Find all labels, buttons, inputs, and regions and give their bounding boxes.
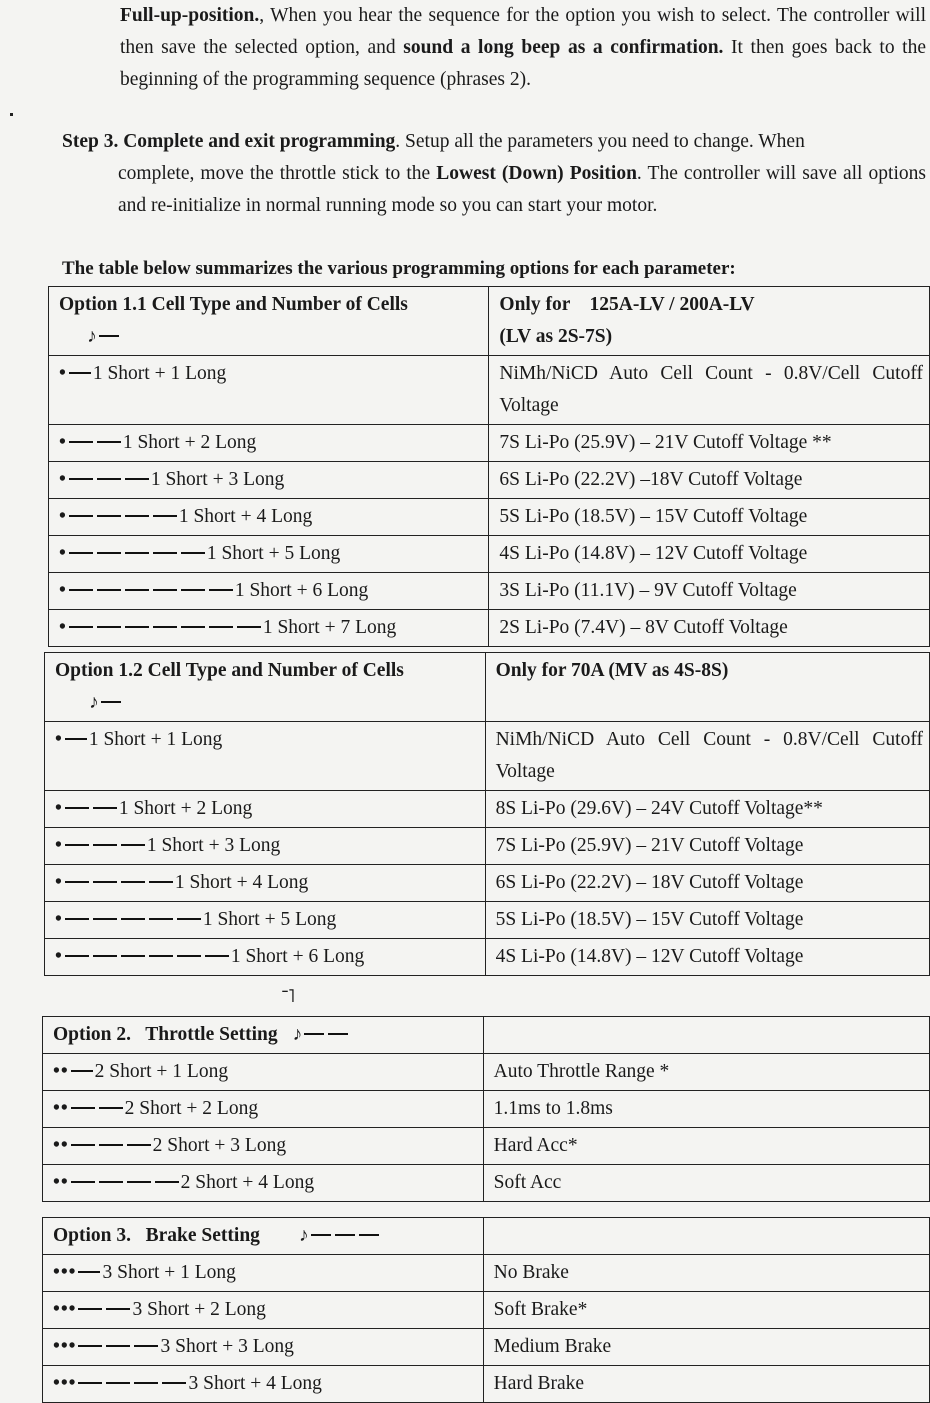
- sequence-label: 2 Short + 3 Long: [152, 1135, 287, 1156]
- table-row: [45, 939, 930, 976]
- sequence-cell: [45, 791, 486, 828]
- table-row: [43, 1128, 930, 1165]
- stray-dot: [10, 113, 13, 116]
- beep-sequence-icon: •••: [53, 1262, 102, 1283]
- summary-heading: The table below summarizes the various programming options for each parameter:: [62, 258, 736, 279]
- table-row: [49, 573, 930, 610]
- option-value: 6S Li-Po (22.2V) – 18V Cutoff Voltage: [495, 872, 804, 893]
- sequence-label: 1 Short + 3 Long: [150, 469, 285, 490]
- option-value: NiMh/NiCD Auto Cell Count - 0.8V/Cell Cutoff Voltage: [499, 363, 923, 416]
- table-row: [43, 1091, 930, 1128]
- option-1-2-title-cell: [45, 653, 486, 722]
- beep-sequence-icon: •••: [53, 1373, 188, 1394]
- sequence-cell: [49, 462, 489, 499]
- beep-sequence-icon: •: [55, 872, 175, 893]
- beep-sequence-icon: ••: [53, 1061, 95, 1082]
- option-title: Option 2. Throttle Setting: [53, 1024, 278, 1045]
- sequence-label: 1 Short + 1 Long: [92, 363, 227, 384]
- table-row: [45, 865, 930, 902]
- option-value: 4S Li-Po (14.8V) – 12V Cutoff Voltage: [495, 946, 804, 967]
- beep-sequence-icon: •: [59, 363, 93, 384]
- sequence-cell: [43, 1366, 484, 1403]
- option-value: No Brake: [493, 1262, 569, 1283]
- option-value-cell: [485, 865, 929, 902]
- option-3-empty-cell: [483, 1218, 929, 1255]
- step3-text-c: . The controller will save all options and re-initialize in normal running mode so you can start your motor.: [118, 163, 926, 216]
- option-value-cell: [483, 1292, 929, 1329]
- beep-sequence-icon: •: [55, 798, 119, 819]
- stray-mark: ˉ˥: [282, 986, 295, 1006]
- table-row: [49, 425, 930, 462]
- music-note-icon: ♪: [292, 1024, 303, 1045]
- sequence-label: 1 Short + 4 Long: [174, 872, 309, 893]
- table-header-row: [45, 653, 930, 722]
- sequence-cell: [49, 536, 489, 573]
- sequence-cell: [43, 1091, 484, 1128]
- sequence-cell: [43, 1128, 484, 1165]
- option-rows: [43, 1054, 930, 1202]
- option-value-cell: [485, 722, 929, 791]
- step3-text-a: . Setup all the parameters you need to change. When: [395, 131, 805, 152]
- option-1-1-title-cell: [49, 287, 489, 356]
- table-row: [49, 462, 930, 499]
- option-title: Option 1.2 Cell Type and Number of Cells: [55, 660, 404, 681]
- option-value: 8S Li-Po (29.6V) – 24V Cutoff Voltage**: [495, 798, 823, 819]
- sequence-label: 1 Short + 7 Long: [262, 617, 397, 638]
- music-note-icon: ♪: [87, 326, 97, 347]
- sequence-label: 2 Short + 2 Long: [124, 1098, 259, 1119]
- sequence-cell: [45, 939, 486, 976]
- option-value: Soft Acc: [493, 1172, 562, 1193]
- table-header-row: [43, 1218, 930, 1255]
- sequence-label: 1 Short + 1 Long: [88, 729, 223, 750]
- option-value: Hard Brake: [493, 1373, 585, 1394]
- option-1-1-table: [48, 286, 930, 647]
- sequence-cell: [49, 356, 489, 425]
- table-row: [45, 828, 930, 865]
- option-value: 7S Li-Po (25.9V) – 21V Cutoff Voltage **: [499, 432, 832, 453]
- table-row: [45, 791, 930, 828]
- sequence-cell: [45, 865, 486, 902]
- beep-sequence-icon: •: [55, 835, 147, 856]
- option-value: 3S Li-Po (11.1V) – 9V Cutoff Voltage: [499, 580, 797, 601]
- table-row: [43, 1165, 930, 1202]
- option-value-cell: [483, 1091, 929, 1128]
- sequence-label: 1 Short + 6 Long: [230, 946, 365, 967]
- sequence-label: 3 Short + 3 Long: [160, 1336, 294, 1357]
- beep-sequence-icon: •: [55, 946, 231, 967]
- option-value-cell: [489, 536, 930, 573]
- option-value: Hard Acc*: [493, 1135, 578, 1156]
- table-header-row: [49, 287, 930, 356]
- table-row: [49, 610, 930, 647]
- option-value: 4S Li-Po (14.8V) – 12V Cutoff Voltage: [499, 543, 808, 564]
- beep-note: [265, 1225, 381, 1246]
- option-value: 2S Li-Po (7.4V) – 8V Cutoff Voltage: [499, 617, 788, 638]
- option-value-cell: [483, 1128, 929, 1165]
- beep-sequence-icon: •••: [53, 1336, 160, 1357]
- table-row: [43, 1329, 930, 1366]
- sequence-cell: [49, 499, 489, 536]
- option-value-cell: [489, 610, 930, 647]
- beep-note: [283, 1024, 351, 1045]
- intro-paragraph-1: [120, 0, 926, 96]
- option-value-cell: [489, 573, 930, 610]
- music-note-icon: ♪: [298, 1225, 309, 1246]
- sequence-label: 1 Short + 4 Long: [178, 506, 313, 527]
- sequence-cell: [45, 722, 486, 791]
- beep-sequence-icon: •: [55, 729, 89, 750]
- sequence-label: 1 Short + 3 Long: [146, 835, 281, 856]
- sequence-label: 2 Short + 1 Long: [94, 1061, 229, 1082]
- step3-text-b: complete, move the throttle stick to the: [118, 163, 437, 184]
- beep-sequence-icon: ••: [53, 1098, 125, 1119]
- option-value: 6S Li-Po (22.2V) –18V Cutoff Voltage: [499, 469, 803, 490]
- option-value-cell: [485, 902, 929, 939]
- option-value-cell: [483, 1366, 929, 1403]
- option-rows: [49, 356, 930, 647]
- option-value: 1.1ms to 1.8ms: [493, 1098, 613, 1119]
- option-value: NiMh/NiCD Auto Cell Count - 0.8V/Cell Cutoff Voltage: [495, 729, 923, 782]
- sequence-label: 3 Short + 2 Long: [132, 1299, 266, 1320]
- sequence-cell: [43, 1255, 484, 1292]
- sequence-label: 2 Short + 4 Long: [180, 1172, 315, 1193]
- option-title: Option 3. Brake Setting: [53, 1225, 260, 1246]
- beep-sequence-icon: •: [59, 543, 207, 564]
- beep-sequence-icon: •: [59, 580, 235, 601]
- sequence-cell: [45, 902, 486, 939]
- option-value-cell: [483, 1054, 929, 1091]
- option-value-cell: [489, 499, 930, 536]
- option-2-table: [42, 1016, 930, 1202]
- sequence-cell: [45, 828, 486, 865]
- option-value-cell: [485, 828, 929, 865]
- table-row: [45, 722, 930, 791]
- p1-text-a: , When you hear the sequence for the option you wish to select. The controller will then save the selected option, and: [120, 5, 926, 58]
- sequence-label: 1 Short + 5 Long: [202, 909, 337, 930]
- beep-sequence-icon: •: [59, 617, 263, 638]
- long-beep-confirmation: sound a long beep as a confirmation.: [403, 37, 724, 58]
- sequence-label: 1 Short + 6 Long: [234, 580, 369, 601]
- full-up-position-term: Full-up-position.: [120, 5, 260, 26]
- option-value-cell: [485, 791, 929, 828]
- beep-sequence-icon: ••: [53, 1172, 181, 1193]
- beep-sequence-icon: •: [59, 506, 179, 527]
- scope-line-2: (LV as 2S-7S): [499, 326, 613, 347]
- table-row: [45, 902, 930, 939]
- option-value: Auto Throttle Range *: [493, 1061, 670, 1082]
- option-3-title-cell: [43, 1218, 484, 1255]
- table-row: [43, 1292, 930, 1329]
- option-value: 5S Li-Po (18.5V) – 15V Cutoff Voltage: [499, 506, 808, 527]
- option-value: Soft Brake*: [493, 1299, 588, 1320]
- table-row: [49, 356, 930, 425]
- option-value-cell: [489, 425, 930, 462]
- sequence-label: 1 Short + 5 Long: [206, 543, 341, 564]
- option-value: 7S Li-Po (25.9V) – 21V Cutoff Voltage: [495, 835, 804, 856]
- step3-paragraph: [62, 126, 926, 222]
- sequence-cell: [43, 1292, 484, 1329]
- option-value: 5S Li-Po (18.5V) – 15V Cutoff Voltage: [495, 909, 804, 930]
- beep-note: [59, 326, 121, 347]
- option-value-cell: [489, 462, 930, 499]
- option-title: Option 1.1 Cell Type and Number of Cells: [59, 294, 408, 315]
- sequence-label: 3 Short + 4 Long: [188, 1373, 322, 1394]
- sequence-cell: [49, 425, 489, 462]
- lowest-position-term: Lowest (Down) Position: [436, 163, 637, 184]
- option-rows: [45, 722, 930, 976]
- sequence-cell: [49, 573, 489, 610]
- beep-sequence-icon: •••: [53, 1299, 132, 1320]
- sequence-cell: [43, 1165, 484, 1202]
- beep-sequence-icon: •: [59, 432, 123, 453]
- option-2-empty-cell: [483, 1017, 929, 1054]
- table-row: [43, 1054, 930, 1091]
- music-note-icon: ♪: [89, 692, 99, 713]
- option-3-table: [42, 1217, 930, 1403]
- sequence-label: 1 Short + 2 Long: [118, 798, 253, 819]
- table-header-row: [43, 1017, 930, 1054]
- option-1-1-scope-cell: [489, 287, 930, 356]
- option-value-cell: [485, 939, 929, 976]
- beep-sequence-icon: •: [55, 909, 203, 930]
- option-value-cell: [489, 356, 930, 425]
- p1-text-b: It then goes back to the beginning of the programming sequence (phrases 2).: [120, 37, 926, 90]
- sequence-label: 1 Short + 2 Long: [122, 432, 257, 453]
- sequence-label: 3 Short + 1 Long: [102, 1262, 236, 1283]
- step3-heading: Step 3. Complete and exit programming: [62, 131, 396, 152]
- table-row: [43, 1255, 930, 1292]
- scope-line-1: Only for 125A-LV / 200A-LV: [499, 294, 755, 315]
- scope-line-1: Only for 70A (MV as 4S-8S): [495, 660, 729, 681]
- sequence-cell: [43, 1054, 484, 1091]
- option-rows: [43, 1255, 930, 1403]
- option-2-title-cell: [43, 1017, 484, 1054]
- option-1-2-scope-cell: [485, 653, 929, 722]
- table-row: [49, 499, 930, 536]
- beep-sequence-icon: ••: [53, 1135, 153, 1156]
- beep-note: [55, 692, 123, 713]
- table-row: [49, 536, 930, 573]
- beep-sequence-icon: •: [59, 469, 151, 490]
- sequence-cell: [49, 610, 489, 647]
- option-value-cell: [483, 1329, 929, 1366]
- option-value: Medium Brake: [493, 1336, 612, 1357]
- option-value-cell: [483, 1165, 929, 1202]
- sequence-cell: [43, 1329, 484, 1366]
- option-value-cell: [483, 1255, 929, 1292]
- table-row: [43, 1366, 930, 1403]
- option-1-2-table: [44, 652, 930, 976]
